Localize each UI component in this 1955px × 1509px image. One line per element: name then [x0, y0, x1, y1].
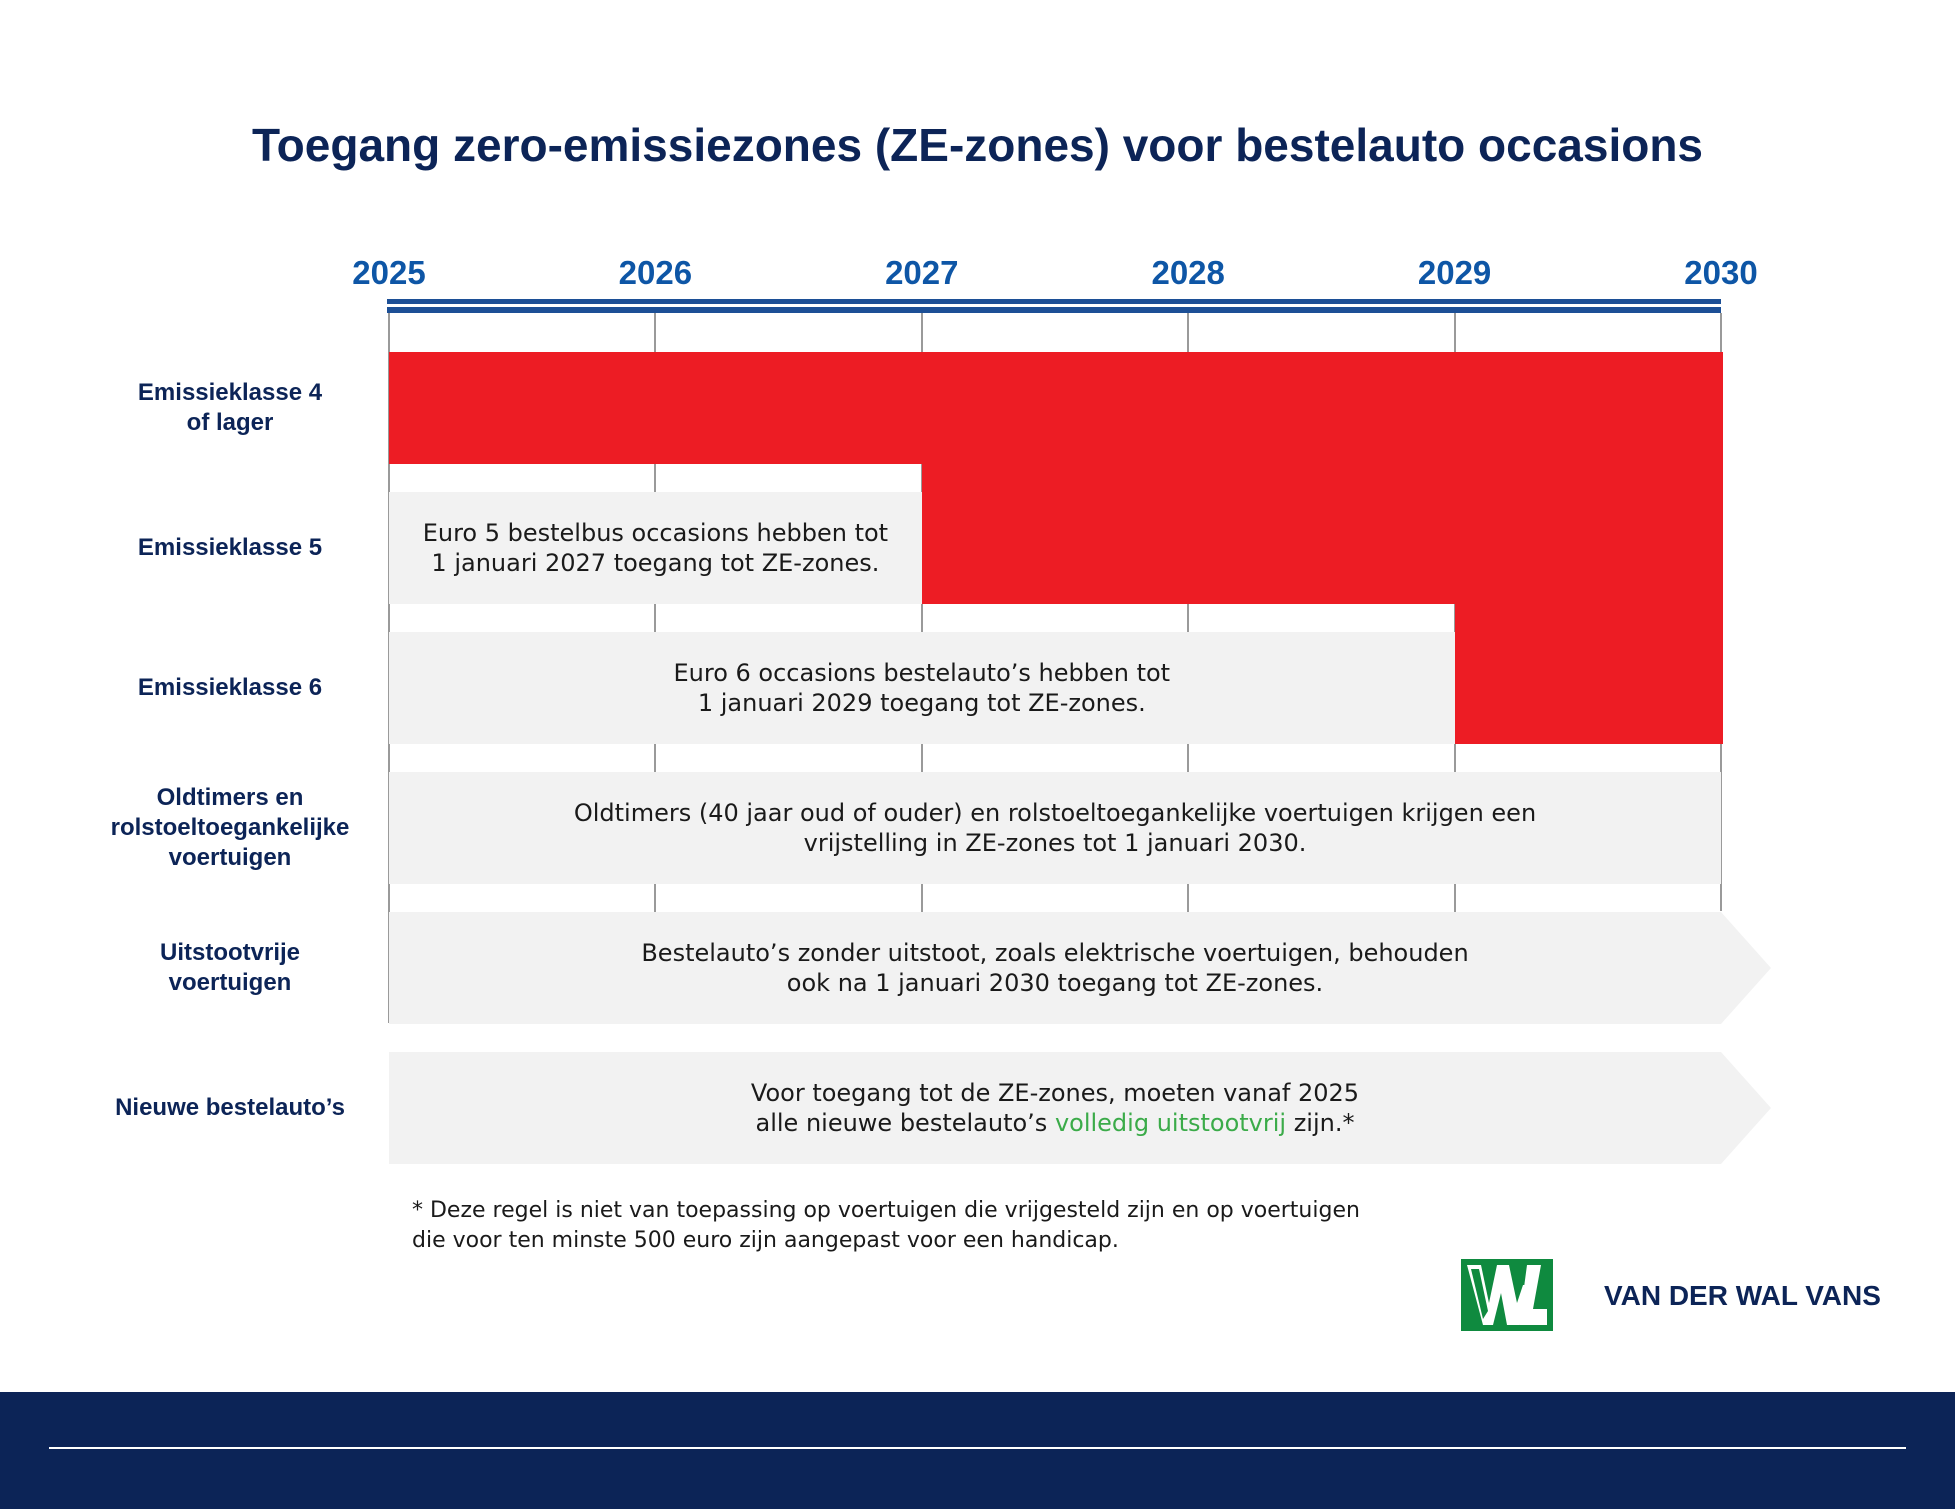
year-label: 2029: [1417, 254, 1492, 291]
access-bar-text: [555, 1078, 1555, 1138]
row-label-line: Emissieklasse 5: [137, 534, 323, 561]
restricted-zone: [1455, 604, 1723, 744]
footnote-line: * Deze regel is niet van toepassing op voertuigen die vrijgesteld zijn en op voertuigen: [412, 1198, 1360, 1223]
year-label: 2028: [1151, 254, 1225, 291]
text-segment: alle nieuwe bestelauto’s: [755, 1109, 1055, 1137]
row-label-line: of lager: [186, 409, 274, 436]
timeline-axis: [387, 299, 1721, 313]
access-bar-text-line: 1 januari 2029 toegang tot ZE-zones.: [697, 689, 1146, 717]
access-bar-text: [555, 938, 1555, 998]
access-bar-text-line: Oldtimers (40 jaar oud of ouder) en rolstoeltoegankelijke voertuigen krijgen een: [573, 799, 1537, 827]
row-label-line: Emissieklasse 4: [137, 379, 323, 406]
row-label-line: voertuigen: [168, 844, 292, 871]
text-segment: zijn.*: [1286, 1109, 1355, 1137]
access-bar-text-line: Voor toegang tot de ZE-zones, moeten vanaf 2025: [750, 1079, 1360, 1107]
access-bar-text: [405, 518, 905, 578]
brand-name: VAN DER WAL VANS: [1604, 1280, 1881, 1311]
row-label-line: Uitstootvrije: [159, 939, 300, 966]
row-label-line: rolstoeltoegankelijke: [110, 814, 350, 841]
footnote-line: die voor ten minste 500 euro zijn aangepast voor een handicap.: [412, 1228, 1119, 1253]
row-label-line: Emissieklasse 6: [137, 674, 323, 701]
access-bar-text-line: 1 januari 2027 toegang tot ZE-zones.: [431, 549, 880, 577]
year-label: 2025: [352, 254, 426, 291]
access-bar-text-line: Euro 5 bestelbus occasions hebben tot: [422, 519, 889, 547]
row-label: [70, 783, 390, 873]
row-label-line: voertuigen: [168, 969, 292, 996]
access-bar-text: [562, 658, 1282, 718]
access-bar-text-line: Bestelauto’s zonder uitstoot, zoals elektrische voertuigen, behouden: [641, 939, 1469, 967]
vdw-logo-icon: [1461, 1259, 1553, 1331]
year-label: 2026: [618, 254, 693, 291]
row-label: [70, 1093, 390, 1123]
access-bar-text-line: [555, 1108, 1555, 1138]
restricted-zone: [922, 464, 1723, 604]
row-label-line: Oldtimers en: [156, 784, 304, 811]
row-label: [70, 533, 390, 563]
highlight-zero-emission: volledig uitstootvrij: [1054, 1109, 1287, 1137]
row-label: [70, 673, 390, 703]
access-bar-text: [505, 798, 1605, 858]
access-bar-text-line: vrijstelling in ZE-zones tot 1 januari 2030.: [803, 829, 1307, 857]
restricted-zone: [389, 352, 1723, 464]
row-label: [70, 938, 390, 998]
footer-band: [0, 1392, 1955, 1509]
footnote: [412, 1196, 1412, 1256]
year-label: 2030: [1684, 254, 1758, 291]
page-title: Toegang zero-emissiezones (ZE-zones) voor bestelauto occasions: [251, 119, 1704, 171]
access-bar-text-line: ook na 1 januari 2030 toegang tot ZE-zones.: [786, 969, 1324, 997]
access-bar-text-line: Euro 6 occasions bestelauto’s hebben tot: [673, 659, 1171, 687]
row-label-line: Nieuwe bestelauto’s: [115, 1094, 345, 1121]
row-label: [70, 378, 390, 438]
footer-divider: [49, 1447, 1906, 1449]
year-label: 2027: [885, 254, 959, 291]
